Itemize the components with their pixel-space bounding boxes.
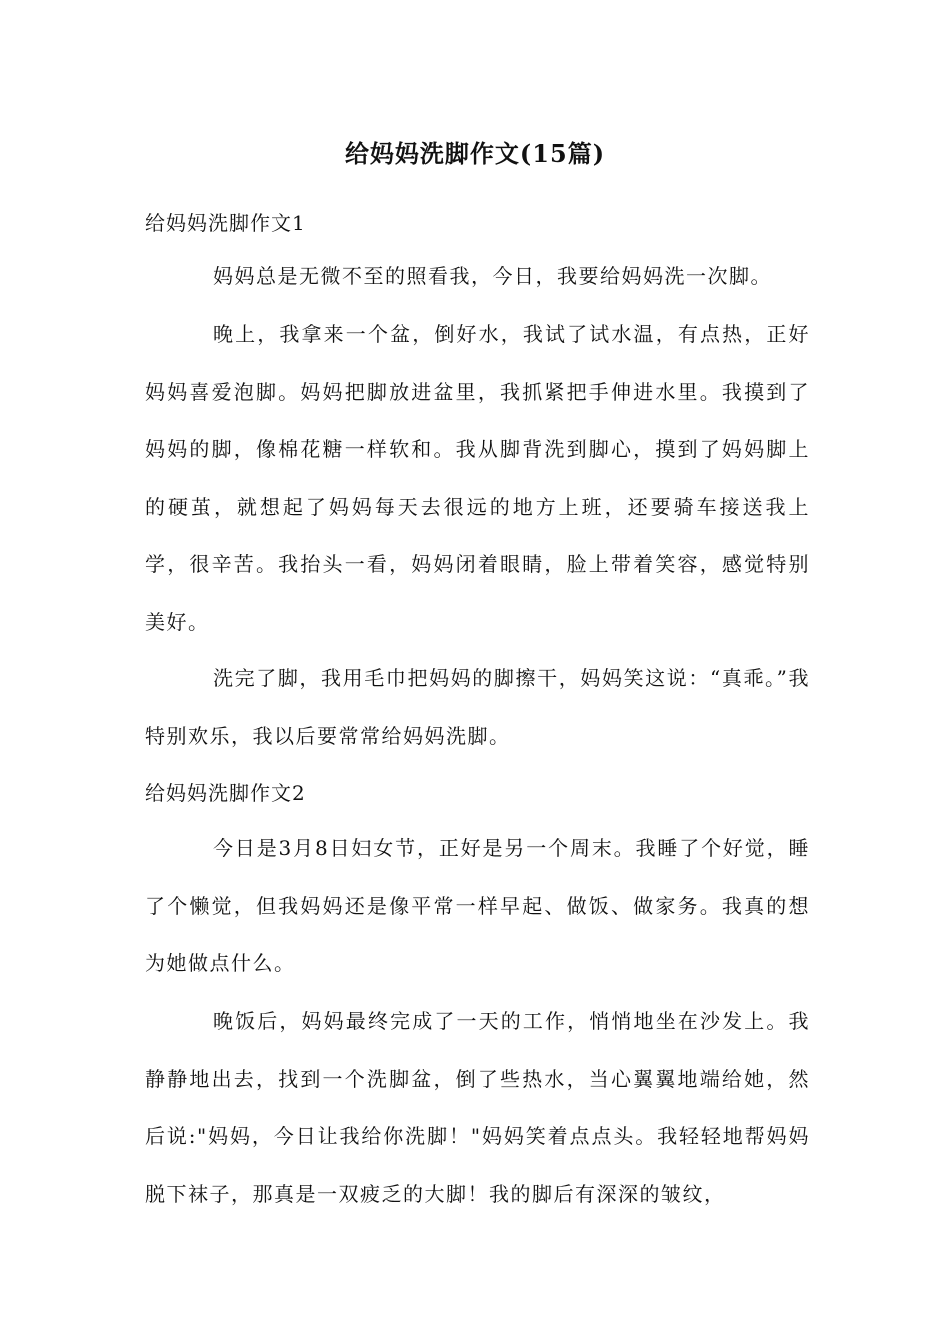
paragraph-1-2: 晚上，我拿来一个盆，倒好水，我试了试水温，有点热，正好妈妈喜爱泡脚。妈妈把脚放进盆里，我抓紧把手伸进水里。我摸到了妈妈的脚，像棉花糖一样软和。我从脚背洗到脚心，摸到了妈妈脚上的硬茧，就想起了妈妈每天去很远的地方上班，还要骑车接送我上学，很辛苦。我抬头一看，妈妈闭着眼睛，脸上带着笑容，感觉特别美好。 bbox=[145, 322, 810, 634]
paragraph-1-1: 妈妈总是无微不至的照看我，今日，我要给妈妈洗一次脚。 bbox=[213, 264, 772, 288]
section-heading-1: 给妈妈洗脚作文1 bbox=[145, 211, 306, 235]
section-heading-2: 给妈妈洗脚作文2 bbox=[145, 781, 306, 805]
document-title: 给妈妈洗脚作文(15篇) bbox=[344, 139, 606, 168]
paragraph-1-3: 洗完了脚，我用毛巾把妈妈的脚擦干，妈妈笑这说：“真乖。”我特别欢乐，我以后要常常给妈妈洗脚。 bbox=[145, 666, 810, 748]
paragraph-2-2: 晚饭后，妈妈最终完成了一天的工作，悄悄地坐在沙发上。我静静地出去，找到一个洗脚盆，倒了些热水，当心翼翼地端给她，然后说:"妈妈，今日让我给你洗脚！"妈妈笑着点点头。我轻轻地帮妈妈脱下袜子，那真是一双疲乏的大脚！我的脚后有深深的皱纹， bbox=[145, 1009, 810, 1206]
paragraph-2-1: 今日是3月8日妇女节，正好是另一个周末。我睡了个好觉，睡了个懒觉，但我妈妈还是像平常一样早起、做饭、做家务。我真的想为她做点什么。 bbox=[145, 836, 810, 975]
